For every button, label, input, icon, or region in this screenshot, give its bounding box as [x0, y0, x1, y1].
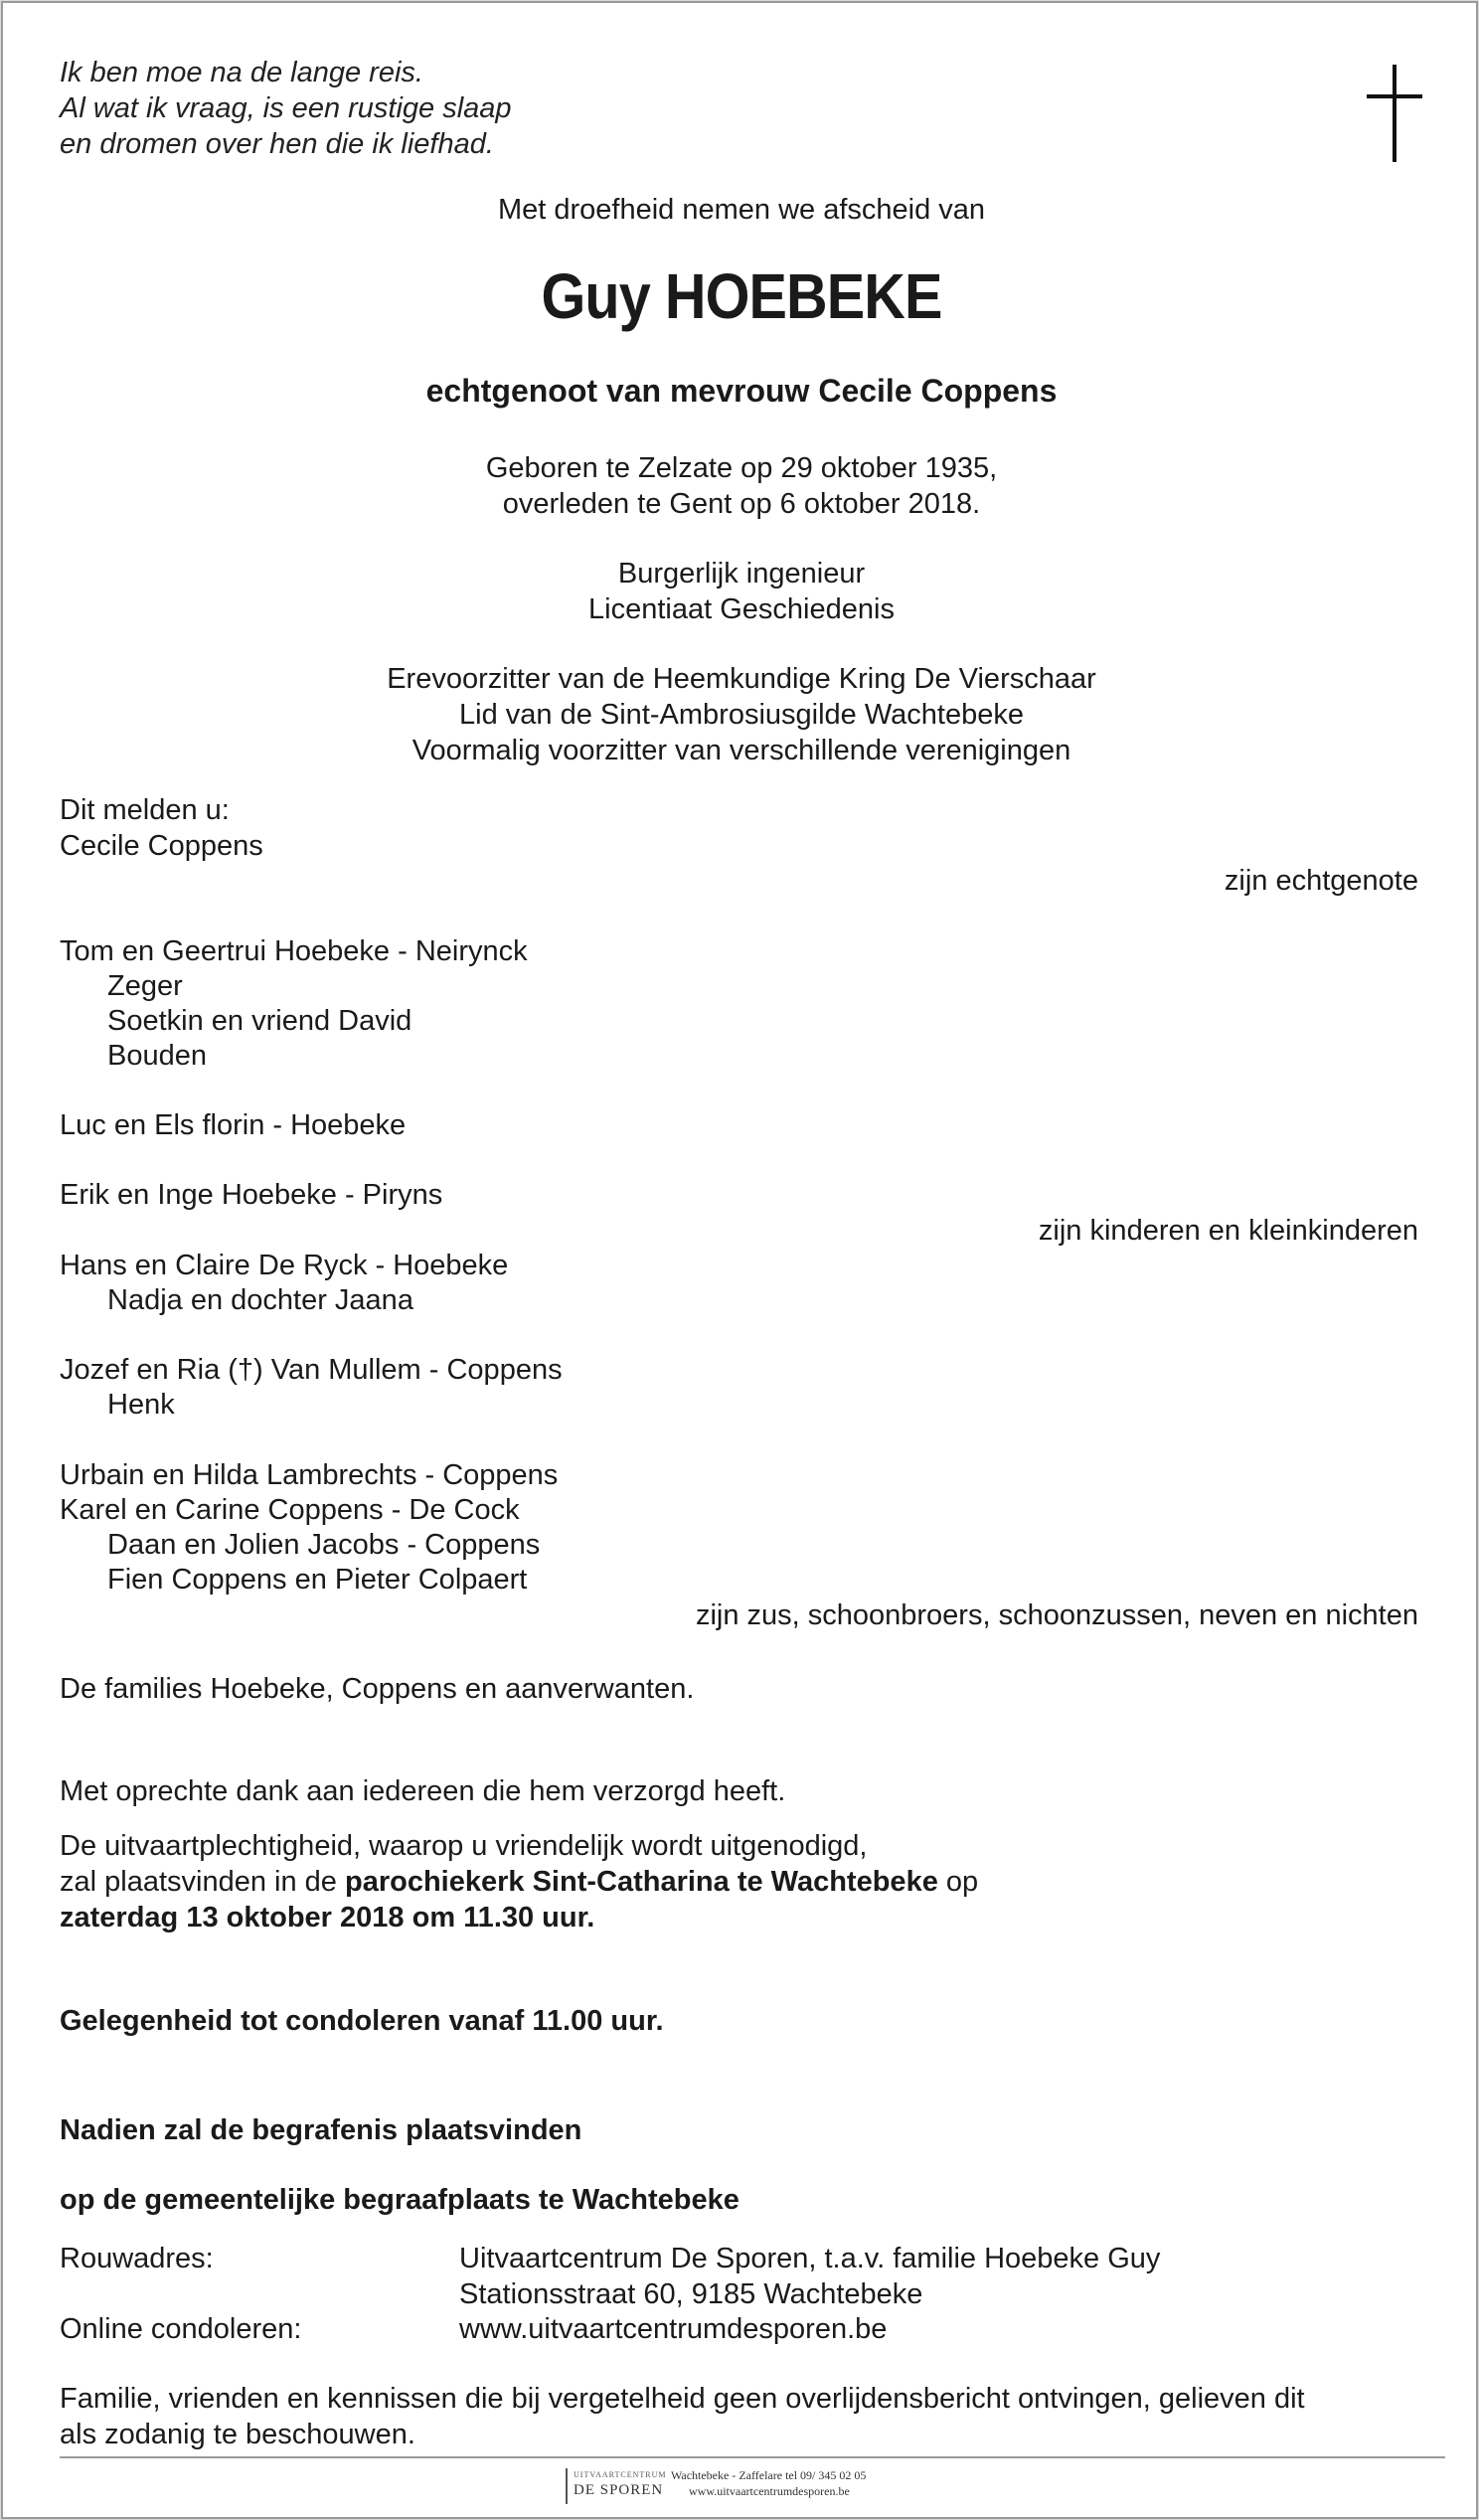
- title-line: Burgerlijk ingenieur: [617, 558, 866, 589]
- online-label: Online condoleren:: [60, 2313, 302, 2345]
- spouse-name: Cecile Coppens: [60, 830, 263, 862]
- function-line: Lid van de Sint-Ambrosiusgilde Wachtebeke: [459, 699, 1024, 731]
- address-label: Rouwadres:: [60, 2243, 214, 2274]
- footer-website[interactable]: www.uitvaartcentrumdesporen.be: [689, 2484, 850, 2498]
- footer-phone: Wachtebeke - Zaffelare tel 09/ 345 02 05: [671, 2468, 867, 2482]
- sibling-line: Jozef en Ria (†) Van Mullem - Coppens: [60, 1354, 563, 1386]
- sibling-line: Karel en Carine Coppens - De Cock: [60, 1494, 520, 1526]
- obituary-card: [1, 1, 1478, 2519]
- deceased-name: Guy HOEBEKE: [541, 260, 942, 332]
- function-line: Voormalig voorzitter van verschillende verenigingen: [411, 735, 1071, 766]
- intro-text: Met droefheid nemen we afscheid van: [497, 194, 986, 226]
- grandchild-line: Bouden: [107, 1040, 207, 1072]
- grandchild-line: Zeger: [107, 970, 183, 1002]
- cross-icon: [1367, 65, 1422, 162]
- poem: [60, 55, 512, 162]
- function-line: Erevoorzitter van de Heemkundige Kring De Vierschaar: [387, 663, 1096, 695]
- poem-line: Al wat ik vraag, is een rustige slaap: [60, 92, 512, 124]
- nephew-line: Fien Coppens en Pieter Colpaert: [107, 1564, 528, 1596]
- grandchild-line: Nadja en dochter Jaana: [107, 1284, 413, 1316]
- title-line: Licentiaat Geschiedenis: [588, 593, 895, 625]
- poem-line: en dromen over hen die ik liefhad.: [60, 128, 494, 160]
- condolence-time: Gelegenheid tot condoleren vanaf 11.00 uur.: [60, 2005, 664, 2037]
- birth-line: Geboren te Zelzate op 29 oktober 1935,: [485, 452, 998, 484]
- functions: [3, 661, 1479, 768]
- death-line: overleden te Gent op 6 oktober 2018.: [502, 488, 981, 520]
- footer-contact: [671, 2467, 866, 2499]
- poem-line: Ik ben moe na de lange reis.: [60, 57, 423, 88]
- ceremony-line: zal plaatsvinden in de parochiekerk Sint-Catharina te Wachtebeke op: [60, 1866, 979, 1898]
- birth-death-info: [3, 450, 1479, 522]
- spouse-relation: zijn echtgenote: [1224, 865, 1418, 897]
- notice-line: Familie, vrienden en kennissen die bij vergetelheid geen overlijdensbericht ontvingen, gelieven dit: [60, 2383, 1305, 2415]
- ceremony-datetime: zaterdag 13 oktober 2018 om 11.30 uur.: [60, 1902, 595, 1933]
- child-line: Luc en Els florin - Hoebeke: [60, 1109, 407, 1141]
- ceremony-line: De uitvaartplechtigheid, waarop u vriendelijk wordt uitgenodigd,: [60, 1830, 868, 1862]
- families-line: De families Hoebeke, Coppens en aanverwanten.: [60, 1673, 695, 1705]
- notice-line: als zodanig te beschouwen.: [60, 2419, 415, 2450]
- nephew-line: Daan en Jolien Jacobs - Coppens: [107, 1529, 541, 1561]
- online-url[interactable]: www.uitvaartcentrumdesporen.be: [459, 2313, 888, 2345]
- thanks-line: Met oprechte dank aan iedereen die hem verzorgd heeft.: [60, 1775, 786, 1807]
- spouse-line: echtgenoot van mevrouw Cecile Coppens: [425, 373, 1058, 409]
- footer-divider: [60, 2456, 1445, 2458]
- siblings-relation: zijn zus, schoonbroers, schoonzussen, neven en nichten: [695, 1599, 1418, 1631]
- sibling-line: Urbain en Hilda Lambrechts - Coppens: [60, 1459, 559, 1491]
- announce-label: Dit melden u:: [60, 794, 230, 826]
- funeral-home-logo: UITVAARTCENTRUM DE SPOREN: [566, 2468, 661, 2504]
- children-relation: zijn kinderen en kleinkinderen: [1038, 1215, 1418, 1247]
- address-line: Stationsstraat 60, 9185 Wachtebeke: [459, 2278, 923, 2310]
- child-line: Hans en Claire De Ryck - Hoebeke: [60, 1250, 509, 1281]
- child-line: Erik en Inge Hoebeke - Piryns: [60, 1179, 443, 1211]
- titles: [3, 556, 1479, 627]
- child-line: Tom en Geertrui Hoebeke - Neirynck: [60, 935, 528, 967]
- burial-line: Nadien zal de begrafenis plaatsvinden: [60, 2114, 582, 2146]
- church-name: parochiekerk Sint-Catharina te Wachtebeke: [344, 1866, 938, 1898]
- grandchild-line: Soetkin en vriend David: [107, 1005, 412, 1037]
- address-line: Uitvaartcentrum De Sporen, t.a.v. familie Hoebeke Guy: [459, 2243, 1161, 2274]
- nephew-line: Henk: [107, 1389, 175, 1421]
- burial-line: op de gemeentelijke begraafplaats te Wachtebeke: [60, 2184, 740, 2216]
